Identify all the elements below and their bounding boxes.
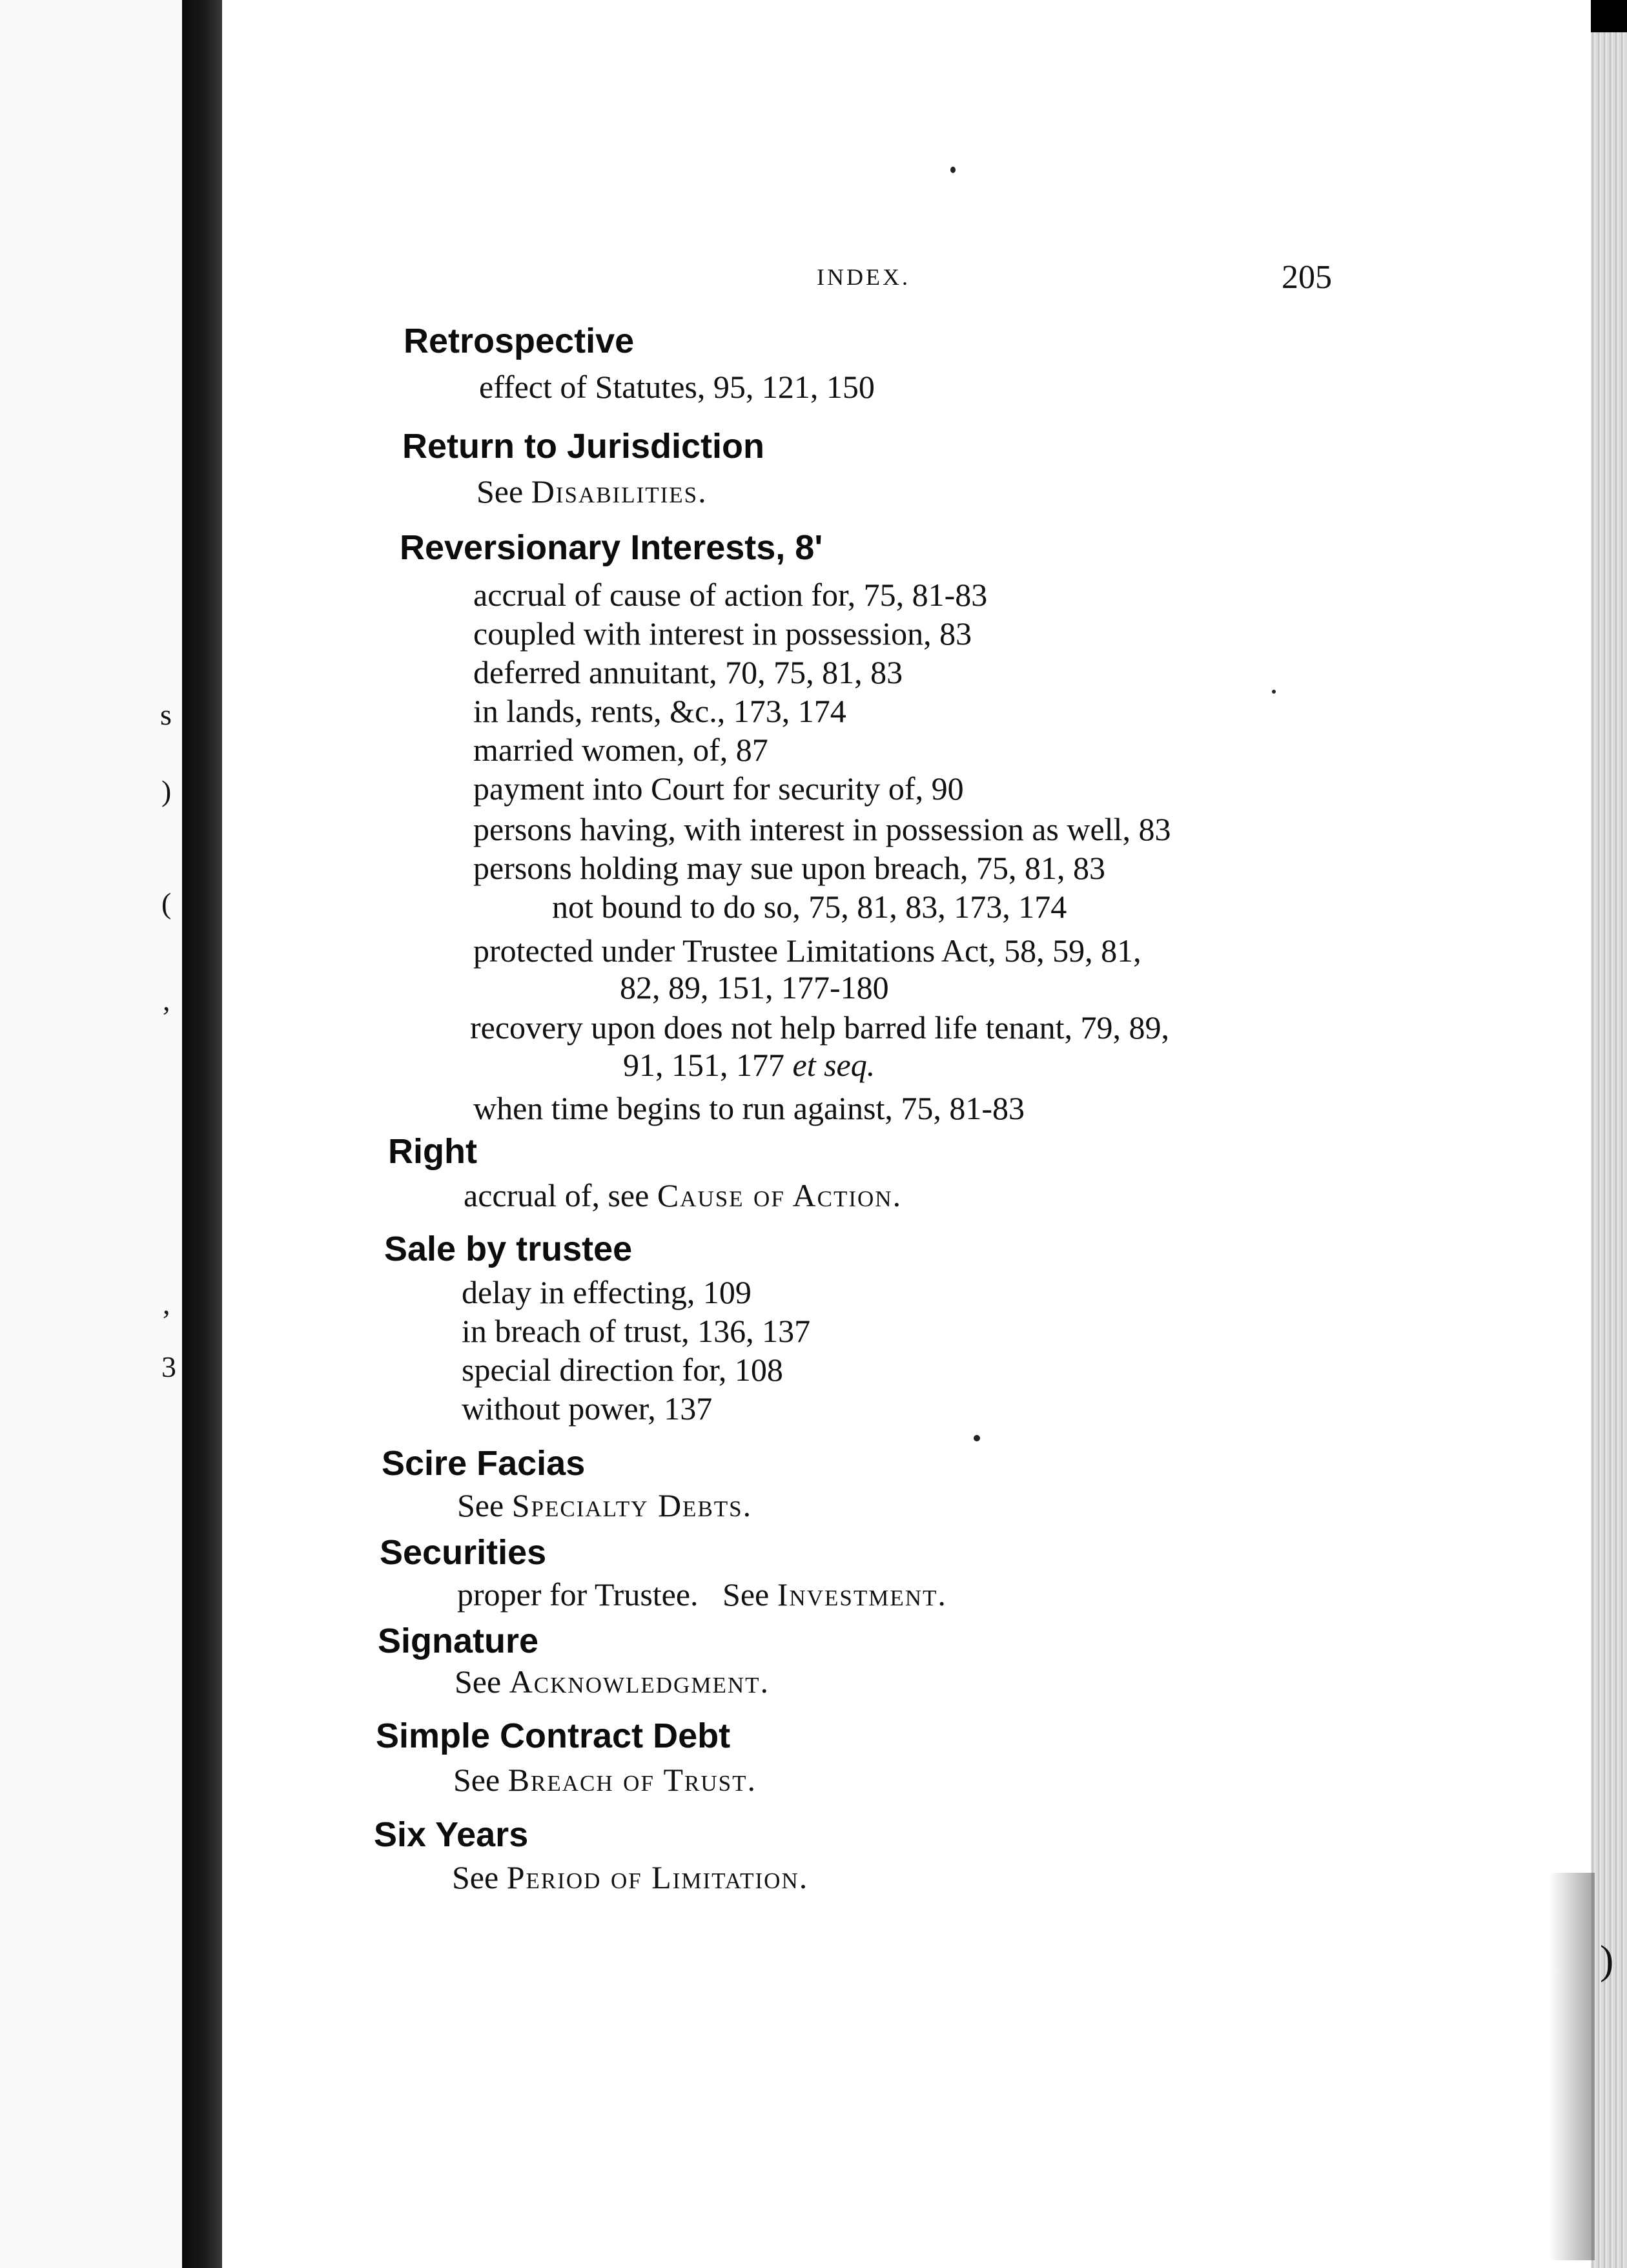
index-term: Retrospective [404,322,635,360]
index-term: Signature [378,1622,539,1660]
see-reference: Specialty Debts. [511,1487,753,1523]
index-cross-reference [457,1487,752,1524]
left-page-fragment [0,0,182,2268]
index-subentry: persons having, with interest in possession as well, 83 [473,811,1171,847]
index-term: Six Years [374,1815,529,1854]
index-term: Simple Contract Debt [376,1716,731,1755]
left-margin-char: s [160,698,172,731]
index-subentry: recovery upon does not help barred life tenant, 79, 89, [470,1009,1169,1046]
index-subentry: coupled with interest in possession, 83 [473,615,972,652]
index-subentry: in breach of trust, 136, 137 [462,1313,811,1349]
index-term: Securities [380,1533,547,1572]
index-subentry-text: 91, 151, 177 [623,1047,793,1083]
index-cross-reference [455,1663,770,1700]
see-prefix: See [453,1762,508,1798]
left-margin-char: ( [161,887,172,920]
left-margin-char: , [163,984,170,1016]
see-reference: Cause of Action. [657,1177,903,1213]
page-edge-shadow [1550,1873,1595,2260]
scan-speck [1272,690,1276,694]
book-binding-gutter [182,0,222,2268]
see-prefix: See [476,473,531,510]
index-term: Reversionary Interests, 8' [400,528,823,567]
index-subentry: persons holding may sue upon breach, 75, 81, 83 [473,850,1106,886]
index-subentry: deferred annuitant, 70, 75, 81, 83 [473,654,903,690]
index-subentry [623,1046,875,1084]
see-prefix: accrual of, see [464,1177,657,1213]
index-subentry: payment into Court for security of, 90 [473,770,964,807]
page-number: 205 [1282,259,1332,296]
index-term: Sale by trustee [384,1230,633,1268]
index-cross-reference [457,1576,947,1613]
index-subentry: not bound to do so, 75, 81, 83, 173, 174 [552,889,1067,925]
see-prefix: See [457,1487,512,1523]
page-edges [1591,32,1627,2268]
running-head: INDEX. [817,264,910,290]
see-prefix: proper for Trustee. See [457,1576,777,1613]
page-edge-mark: ) [1600,1937,1614,1983]
see-prefix: See [452,1859,507,1895]
index-cross-reference [464,1177,902,1214]
index-term: Return to Jurisdiction [402,427,765,466]
index-subentry: without power, 137 [462,1390,713,1427]
see-reference: Breach of Trust. [507,1762,757,1798]
index-subentry: protected under Trustee Limitations Act, 58, 59, 81, [473,933,1141,969]
index-term: Right [388,1132,477,1171]
see-reference: Period of Limitation. [506,1859,809,1895]
scan-speck [950,167,956,173]
index-term: Scire Facias [382,1444,586,1483]
et-seq: et seq. [792,1047,875,1083]
scan-speck [974,1435,980,1441]
index-cross-reference [452,1859,808,1896]
see-reference: Disabilities. [531,473,708,510]
index-cross-reference [476,473,708,510]
left-margin-char: ) [161,774,172,807]
index-subentry: in lands, rents, &c., 173, 174 [473,693,846,729]
index-subentry: accrual of cause of action for, 75, 81-83 [473,577,988,613]
index-cross-reference [453,1761,757,1799]
left-margin-char: 3 [161,1350,176,1383]
index-subentry: special direction for, 108 [462,1352,783,1388]
left-margin-char: , [163,1287,170,1320]
see-reference: Acknowledgment. [509,1664,770,1700]
index-subentry: effect of Statutes, 95, 121, 150 [479,369,875,405]
index-subentry: 82, 89, 151, 177-180 [620,969,889,1005]
index-subentry: delay in effecting, 109 [462,1274,752,1310]
see-reference: Investment. [777,1576,947,1613]
index-subentry: when time begins to run against, 75, 81-83 [473,1090,1025,1126]
see-prefix: See [455,1664,509,1700]
index-subentry: married women, of, 87 [473,732,768,768]
